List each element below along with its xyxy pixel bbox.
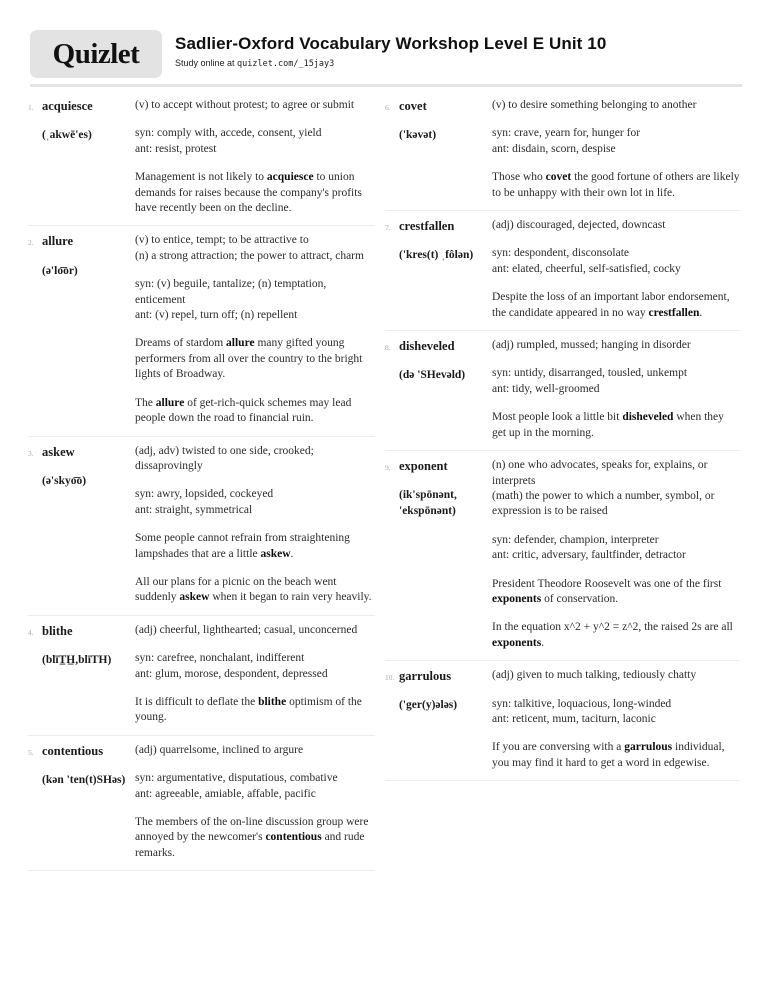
entry-number: 4. <box>28 627 34 637</box>
vocab-entry <box>385 91 740 211</box>
entry-number: 6. <box>385 103 391 112</box>
entry-details <box>135 444 375 606</box>
entry-number: 5. <box>28 747 34 757</box>
synonyms: syn: comply with, accede, consent, yield <box>135 127 322 140</box>
definition <box>135 444 375 475</box>
definition <box>135 623 375 638</box>
entry-number: 10. <box>385 673 395 683</box>
definition <box>492 668 740 683</box>
syn-ant-block <box>492 366 740 397</box>
synonyms: syn: awry, lopsided, cockeyed <box>135 488 274 501</box>
entry-details <box>492 338 740 441</box>
example-sentence: President Theodore Roosevelt was one of the first exponents of conservation. <box>492 577 722 605</box>
vocab-word: askew <box>42 444 75 459</box>
pronunciation: (blīT̲H̲,blīTH) <box>42 654 112 666</box>
antonyms: ant: elated, cheerful, self-satisfied, cocky <box>492 262 681 275</box>
word-column <box>399 668 492 771</box>
syn-ant-block <box>492 126 740 157</box>
antonyms: ant: tidy, well-groomed <box>492 382 600 395</box>
pronunciation: (ə'lo͞or) <box>42 264 78 277</box>
syn-ant-block <box>492 533 740 564</box>
vocab-entry <box>28 91 375 226</box>
pronunciation: (ˌakwē'es) <box>42 129 92 142</box>
syn-ant-block <box>492 697 740 728</box>
definition-line: (adj) rumpled, mussed; hanging in disorder <box>492 339 691 352</box>
pronunciation: (kən 'ten(t)SHəs) <box>42 774 126 787</box>
pronunciation: ('ger(y)ələs) <box>399 699 458 712</box>
synonyms: syn: untidy, disarranged, tousled, unkempt <box>492 367 688 380</box>
word-column <box>42 233 135 426</box>
page-title: Sadlier-Oxford Vocabulary Workshop Level E Unit 10 <box>175 34 607 53</box>
example-sentence: Most people look a little bit disheveled when they get up in the morning. <box>492 411 724 439</box>
antonyms: ant: agreeable, amiable, affable, pacific <box>135 787 316 800</box>
header-text <box>175 30 606 69</box>
quizlet-logo: Quizlet <box>30 30 162 78</box>
entry-number: 7. <box>385 223 391 233</box>
synonyms: syn: talkitive, loquacious, long-winded <box>492 697 672 710</box>
syn-ant-block <box>135 771 375 802</box>
entry-number: 2. <box>28 238 34 248</box>
word-column <box>399 98 492 201</box>
study-url[interactable]: quizlet.com/_15jay3 <box>237 59 335 69</box>
vocab-word: covet <box>399 99 427 113</box>
definition <box>492 458 740 520</box>
definition <box>492 218 740 233</box>
definition-line: (n) a strong attraction; the power to attract, charm <box>135 249 364 262</box>
example-sentence: The members of the on-line discussion group were annoyed by the newcomer's contentious and rude remarks. <box>135 816 369 859</box>
entry-details <box>135 623 375 726</box>
vocab-entry <box>28 226 375 436</box>
subtitle <box>175 58 606 69</box>
vocab-word: acquiesce <box>42 99 93 113</box>
vocab-word: exponent <box>399 459 448 474</box>
vocab-entry <box>385 661 740 781</box>
entry-number: 9. <box>385 463 391 473</box>
definition-line: (v) to desire something belonging to another <box>492 99 697 111</box>
synonyms: syn: defender, champion, interpreter <box>492 533 659 546</box>
right-column <box>385 91 740 871</box>
synonyms: syn: despondent, disconsolate <box>492 247 630 260</box>
entry-number: 1. <box>28 103 34 112</box>
vocab-entry <box>385 331 740 451</box>
definition-line: (adj) discouraged, dejected, downcast <box>492 219 666 232</box>
synonyms: syn: crave, yearn for, hunger for <box>492 127 641 140</box>
definition-line: (v) to accept without protest; to agree or submit <box>135 99 355 111</box>
example-sentence: In the equation x^2 + y^2 = z^2, the raised 2s are all exponents. <box>492 621 733 649</box>
antonyms: ant: glum, morose, despondent, depressed <box>135 667 328 680</box>
left-column <box>28 91 375 871</box>
antonyms: ant: straight, symmetrical <box>135 503 253 516</box>
example-sentence: Some people cannot refrain from straightening lampshades that are a little askew. <box>135 532 350 560</box>
example-sentence: All our plans for a picnic on the beach went suddenly askew when it began to rain very heavily. <box>135 575 372 604</box>
synonyms: syn: carefree, nonchalant, indifferent <box>135 652 305 665</box>
antonyms: ant: reticent, mum, taciturn, laconic <box>492 712 656 725</box>
definition-line: (adj) quarrelsome, inclined to argure <box>135 743 304 756</box>
entry-details <box>492 218 740 321</box>
antonyms: ant: resist, protest <box>135 142 217 155</box>
example-sentence: Dreams of stardom allure many gifted young performers from all over the country to the bright lights of Broadway. <box>135 337 363 381</box>
antonyms: ant: disdain, scorn, despise <box>492 142 616 155</box>
antonyms: ant: critic, adversary, faultfinder, detractor <box>492 549 686 562</box>
word-column <box>42 98 135 216</box>
vocab-word: allure <box>42 234 74 249</box>
word-column <box>399 218 492 321</box>
pronunciation: (də 'SHevəld) <box>399 369 466 382</box>
syn-ant-block <box>492 246 740 277</box>
entry-details <box>492 458 740 651</box>
definition-line: (v) to entice, tempt; to be attractive to <box>135 234 309 247</box>
syn-ant-block <box>135 487 375 518</box>
vocab-word: crestfallen <box>399 219 455 234</box>
definition-line: (adj) given to much talking, tediously chatty <box>492 669 697 682</box>
header-divider <box>30 84 742 87</box>
word-column <box>42 623 135 726</box>
entry-details <box>492 98 740 201</box>
vocab-word: contentious <box>42 743 104 758</box>
vocab-entry <box>28 736 375 871</box>
word-column <box>42 444 135 606</box>
syn-ant-block <box>135 277 375 323</box>
definition-line: (math) the power to which a number, symbol, or expression is to be raised <box>492 489 715 518</box>
example-sentence: Despite the loss of an important labor endorsement, the candidate appeared in no way crestfallen. <box>492 291 730 319</box>
vocab-entry <box>28 437 375 616</box>
pronunciation: (ik'spōnənt, 'ekspōnənt) <box>399 489 457 518</box>
example-sentence: Those who covet the good fortune of others are likely to be unhappy with their own lot in life. <box>492 171 740 199</box>
vocab-word: garrulous <box>399 669 452 684</box>
pronunciation: ('kres(t) ˌfôlən) <box>399 249 474 262</box>
entry-details <box>135 743 375 861</box>
entry-details <box>492 668 740 771</box>
vocab-word: disheveled <box>399 339 455 354</box>
entry-details <box>135 98 375 216</box>
example-sentence: It is difficult to deflate the blithe optimism of the young. <box>135 695 362 724</box>
vocab-entry <box>385 451 740 661</box>
syn-ant-block <box>135 126 375 157</box>
word-column <box>42 743 135 861</box>
entry-number: 3. <box>28 448 34 458</box>
entries-area <box>0 91 768 871</box>
synonyms: syn: argumentative, disputatious, combative <box>135 772 338 785</box>
pronunciation: (ə'skyo͞o) <box>42 474 87 487</box>
definition-line: (adj) cheerful, lighthearted; casual, unconcerned <box>135 623 358 636</box>
entry-number: 8. <box>385 343 391 353</box>
definition <box>492 338 740 353</box>
vocab-entry <box>385 211 740 331</box>
vocab-word: blithe <box>42 623 73 638</box>
syn-ant-block <box>135 651 375 682</box>
definition <box>492 98 740 113</box>
example-sentence: The allure of get-rich-quick schemes may lead people down the road to financial ruin. <box>135 396 352 425</box>
synonyms: syn: (v) beguile, tantalize; (n) temptation, enticement <box>135 278 327 306</box>
word-column <box>399 458 492 651</box>
definition <box>135 98 375 113</box>
subtitle-prefix: Study online at <box>175 58 238 68</box>
definition-line: (n) one who advocates, speaks for, explains, or interprets <box>492 459 708 487</box>
definition <box>135 233 375 264</box>
example-sentence: If you are conversing with a garrulous individual, you may find it hard to get a word in edgewise. <box>492 741 725 769</box>
example-sentence: Management is not likely to acquiesce to union demands for raises because the company's profits have recently been on the decline. <box>135 171 362 215</box>
definition-line: (adj, adv) twisted to one side, crooked; dissaprovingly <box>135 444 314 472</box>
word-column <box>399 338 492 441</box>
header <box>0 0 768 78</box>
pronunciation: ('kəvət) <box>399 129 437 142</box>
definition <box>135 743 375 758</box>
entry-details <box>135 233 375 426</box>
antonyms: ant: (v) repel, turn off; (n) repellent <box>135 309 298 322</box>
vocab-entry <box>28 616 375 736</box>
